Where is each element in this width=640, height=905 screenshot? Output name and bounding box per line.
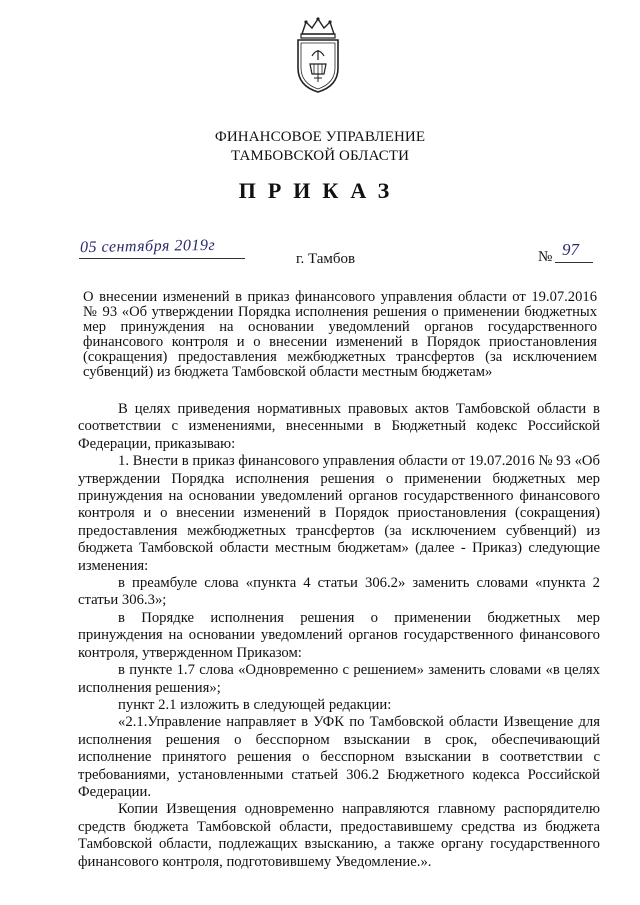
body-paragraph: 1. Внести в приказ финансового управления области от 19.07.2016 № 93 «Об утверждении Порядка исполнения решения о применении бюджетных мер принуждения на основании уведомлений органов государственного финансового контроля и о внесении изменений в Порядок приостановления (сокращения) предоставления межбюджетных трансфертов (за исключением субвенций) из бюджета Тамбовской области местным бюджетам» (далее - Приказ) следующие изменения: [78, 453, 600, 574]
body-paragraph: пункт 2.1 изложить в следующей редакции: [118, 696, 392, 713]
body-paragraph: «2.1.Управление направляет в УФК по Тамбовской области Извещение для исполнения решения о бесспорном взыскании в срок, обеспечивающий исполнение принятого решения о бесспорном взыскании в соответствии с требованиями, установленными статьей 306.2 Бюджетного кодекса Российской Федерации. [78, 714, 600, 800]
handwritten-order-number: 97 [562, 240, 579, 259]
handwritten-date: 05 сентября 2019г [79, 236, 216, 257]
body-paragraph: в пункте 1.7 слова «Одновременно с решением» заменить словами «в целях исполнения решения»; [78, 662, 600, 696]
document-type-title: ПРИКАЗ [238, 178, 402, 203]
organization-name-line1: ФИНАНСОВОЕ УПРАВЛЕНИЕ [214, 129, 426, 145]
order-number-underline [555, 262, 593, 263]
body-paragraph: В целях приведения нормативных правовых актов Тамбовской области в соответствии с изменениями, внесенными в Бюджетный кодекс Российской Федерации, приказываю: [78, 401, 600, 452]
body-paragraph: Копии Извещения одновременно направляются главному распорядителю средств бюджета Тамбовской области, предоставившему средства из бюджета Тамбовской области, подлежащих взысканию, а также органу государственного финансового контроля, подготовившему Уведомление.». [78, 801, 600, 870]
date-underline [79, 258, 245, 259]
city-name: г. Тамбов [296, 251, 356, 267]
order-body [78, 401, 600, 871]
body-paragraph: в Порядке исполнения решения о применении бюджетных мер принуждения на основании уведомлений органов государственного финансового контроля, утвержденном Приказом: [78, 609, 600, 661]
coat-of-arms-emblem [288, 16, 348, 96]
body-paragraph: в преамбуле слова «пункта 4 статьи 306.2» заменить словами «пункта 2 статьи 306.3»; [78, 575, 600, 609]
order-number-label: № [538, 249, 553, 265]
order-subject: О внесении изменений в приказ финансового управления области от 19.07.2016 № 93 «Об утверждении Порядка исполнения решения о применении бюджетных мер принуждения на основании уведомлений органов государственного финансового контроля и о внесении изменений в Порядок приостановления (сокращения) предоставления межбюджетных трансфертов (за исключением субвенций) из бюджета Тамбовской области местным бюджетам» [83, 289, 597, 380]
organization-name-line2: ТАМБОВСКОЙ ОБЛАСТИ [230, 148, 410, 164]
